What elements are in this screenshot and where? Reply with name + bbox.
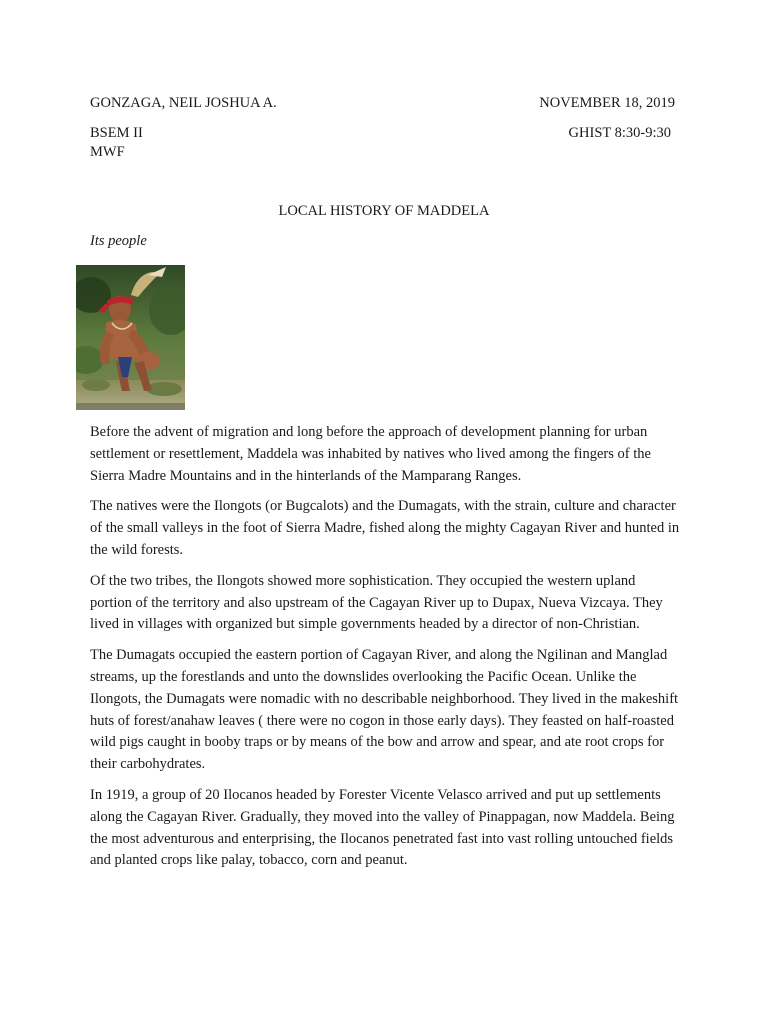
submission-date: NOVEMBER 18, 2019 xyxy=(539,95,675,111)
document-title: LOCAL HISTORY OF MADDELA xyxy=(278,203,490,219)
paragraph-4: The Dumagats occupied the eastern portion of Cagayan River, and along the Ngilinan and Manglad streams, up the forestlands and unto the downslides overlooking the Pacific Ocean. Unlike the Ilongots, the Dumagats were nomadic with no describable neighborhood. They lived in the makeshift huts of forest/anahaw leaves ( there were no cogon in those early days). They feasted on half-roasted wild pigs caught in booby traps or by means of the bow and arrow and spear, and ate root crops for their carbohydrates. xyxy=(90,647,679,773)
paragraph-1: Before the advent of migration and long before the approach of development planning for urban settlement or resettlement, Maddela was inhabited by natives who lived among the fingers of the Sierra Madre Mountains and in the hinterlands of the Mamparang Ranges. xyxy=(90,424,651,484)
paragraph-2: The natives were the Ilongots (or Bugcalots) and the Dumagats, with the strain, culture and character of the small valleys in the foot of Sierra Madre, fished along the mighty Cagayan River and hunted in the wild forests. xyxy=(90,498,680,558)
tribesman-photo xyxy=(76,265,185,410)
paragraph-3: Of the two tribes, the Ilongots showed more sophistication. They occupied the western upland portion of the territory and also upstream of the Cagayan River up to Dupax, Nueva Vizcaya. They lived in villages with organized but simple governments headed by a director of non-Christian. xyxy=(90,572,663,633)
subject-schedule: GHIST 8:30-9:30 xyxy=(568,125,671,141)
student-name: GONZAGA, NEIL JOSHUA A. xyxy=(90,95,277,111)
body-text xyxy=(90,422,680,881)
paragraph-5: In 1919, a group of 20 Ilocanos headed by Forester Vicente Velasco arrived and put up settlements along the Cagayan River. Gradually, they moved into the valley of Pinappagan, now Maddela. Being the most adventurous and enterprising, the Ilocanos penetrated fast into vast rolling untouched fields and planted crops like palay, tobacco, corn and peanut. xyxy=(90,786,675,869)
section-subtitle: Its people xyxy=(90,233,147,249)
class-days: MWF xyxy=(90,144,125,160)
course-year: BSEM II xyxy=(90,125,143,141)
